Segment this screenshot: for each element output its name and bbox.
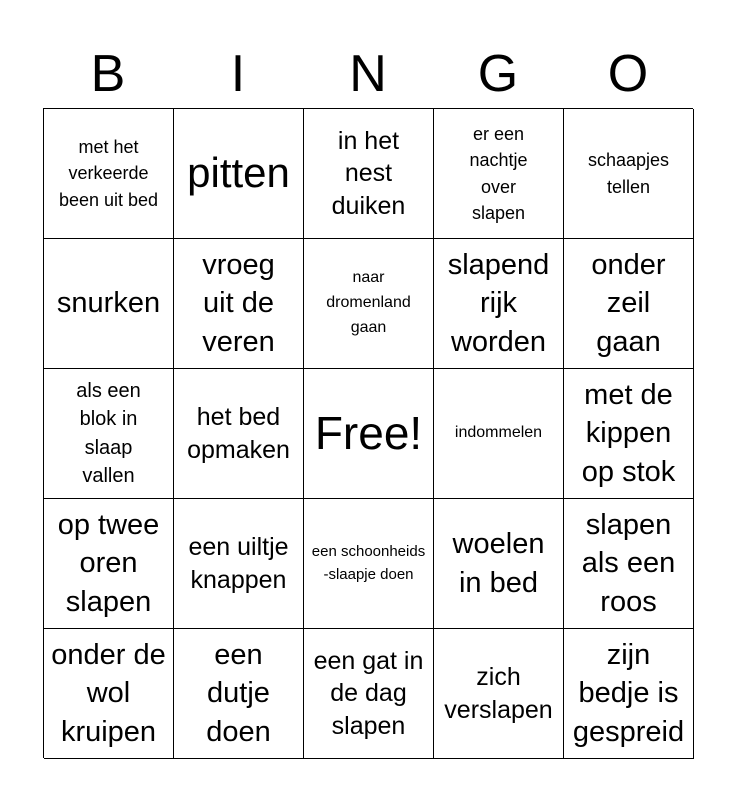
header-letter-o: O [607, 45, 649, 103]
bingo-cell-r1-c2[interactable] [304, 239, 434, 369]
bingo-cell-r4-c0[interactable] [44, 629, 174, 759]
bingo-cell-r4-c4[interactable] [564, 629, 694, 759]
cell-text: slapend rijk worden [447, 248, 550, 358]
header-letter-n: N [349, 45, 387, 103]
bingo-cell-r0-c2[interactable] [304, 109, 434, 239]
bingo-cell-r0-c4[interactable] [564, 109, 694, 239]
cell-text: er een nachtje over slapen [469, 124, 528, 223]
bingo-cell-r3-c3[interactable] [434, 499, 564, 629]
free-space: Free! [314, 407, 423, 460]
bingo-cell-r1-c1[interactable] [174, 239, 304, 369]
cell-text: naar dromenland gaan [326, 269, 411, 336]
bingo-cell-r0-c3[interactable] [434, 109, 564, 239]
header-letter-g: G [477, 45, 519, 103]
bingo-cell-r2-c1[interactable] [174, 369, 304, 499]
cell-text: snurken [56, 287, 161, 320]
cell-text: een uiltje knappen [188, 533, 289, 594]
bingo-cell-r3-c1[interactable] [174, 499, 304, 629]
bingo-cell-r1-c4[interactable] [564, 239, 694, 369]
cell-text: woelen in bed [452, 527, 545, 599]
header-letter-b: B [90, 45, 126, 103]
bingo-cell-r3-c0[interactable] [44, 499, 174, 629]
bingo-cell-r3-c2[interactable] [304, 499, 434, 629]
cell-text: vroeg uit de veren [202, 248, 275, 358]
cell-text: schaapjes tellen [587, 150, 670, 197]
cell-text: met de kippen op stok [581, 378, 676, 488]
bingo-cell-r3-c4[interactable] [564, 499, 694, 629]
cell-text: op twee oren slapen [57, 508, 160, 618]
bingo-header [43, 40, 693, 108]
cell-text: het bed opmaken [187, 403, 290, 464]
bingo-cell-r2-c0[interactable] [44, 369, 174, 499]
cell-text: een schoonheids-slaapje doen [311, 543, 426, 583]
cell-text: onder zeil gaan [591, 248, 666, 358]
cell-text: pitten [187, 149, 290, 197]
bingo-cell-r2-c3[interactable] [434, 369, 564, 499]
bingo-cell-r0-c0[interactable] [44, 109, 174, 239]
cell-text: met het verkeerde been uit bed [58, 137, 159, 210]
bingo-cell-r4-c2[interactable] [304, 629, 434, 759]
cell-text: zijn bedje is gespreid [572, 638, 685, 748]
bingo-cell-r4-c3[interactable] [434, 629, 564, 759]
cell-text: onder de wol kruipen [51, 638, 166, 748]
cell-text: een gat in de dag slapen [313, 646, 424, 740]
bingo-cell-r1-c3[interactable] [434, 239, 564, 369]
cell-text: als een blok in slaap vallen [76, 379, 141, 487]
header-letter-i: I [230, 45, 246, 103]
bingo-cell-r2-c2[interactable] [304, 369, 434, 499]
bingo-board [43, 108, 693, 758]
bingo-cell-r4-c1[interactable] [174, 629, 304, 759]
cell-text: indommelen [454, 424, 543, 442]
cell-text: in het nest duiken [331, 126, 406, 220]
cell-text: zich verslapen [444, 663, 553, 724]
bingo-cell-r0-c1[interactable] [174, 109, 304, 239]
cell-text: een dutje doen [206, 638, 271, 748]
bingo-cell-r2-c4[interactable] [564, 369, 694, 499]
bingo-cell-r1-c0[interactable] [44, 239, 174, 369]
cell-text: slapen als een roos [581, 508, 676, 618]
